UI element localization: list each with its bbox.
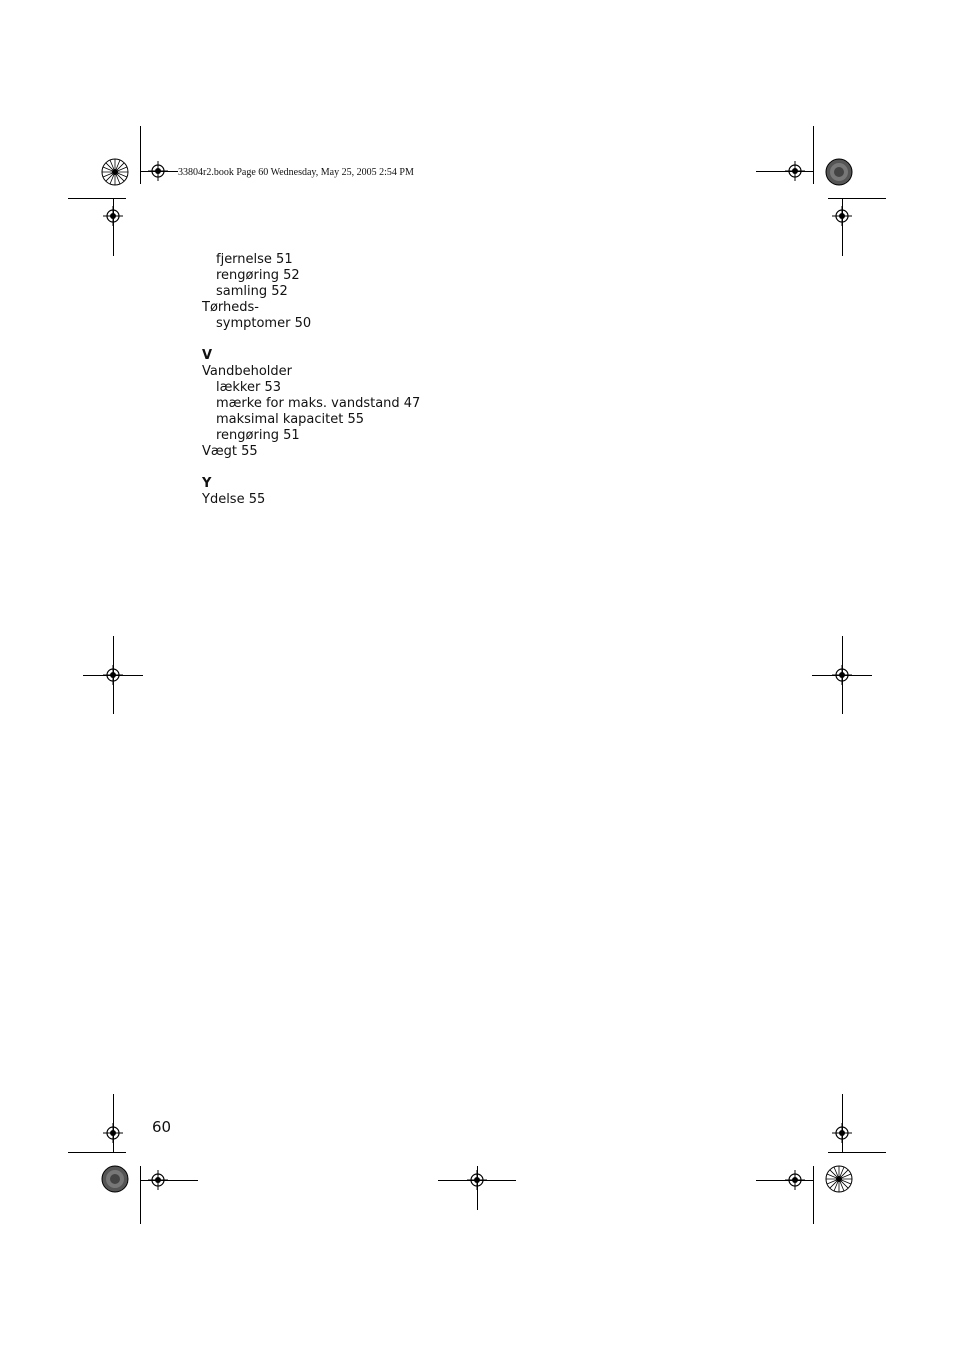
registration-mark-icon [103,1123,123,1143]
index-entry: Vægt 55 [202,444,258,459]
index-subentry: mærke for maks. vandstand 47 [216,396,421,411]
index-entry: Vandbeholder [202,364,292,379]
registration-mark-icon [832,1123,852,1143]
crop-line [68,198,126,199]
index-subentry: rengøring 51 [216,428,300,443]
registration-mark-icon [785,1170,805,1190]
index-subentry: fjernelse 51 [216,252,293,267]
color-target-icon [101,158,129,186]
registration-mark-icon [103,206,123,226]
registration-mark-icon [832,665,852,685]
registration-mark-icon [785,161,805,181]
index-column [202,252,420,508]
index-letter-heading: Y [202,476,212,491]
crop-line [140,1166,141,1224]
index-subentry: maksimal kapacitet 55 [216,412,365,427]
crop-line [828,1152,886,1153]
index-letter-heading: V [202,348,213,363]
crop-line [813,1166,814,1224]
crop-line [68,1152,126,1153]
crop-line [140,126,141,184]
crop-line [828,198,886,199]
index-subentry: rengøring 52 [216,268,300,283]
registration-mark-icon [103,665,123,685]
page-number: 60 [152,1118,172,1136]
registration-mark-icon [467,1170,487,1190]
registration-mark-icon [148,161,168,181]
registration-mark-icon [148,1170,168,1190]
crop-line [813,126,814,184]
gray-target-icon [101,1165,129,1193]
gray-target-icon [825,158,853,186]
registration-mark-icon [832,206,852,226]
color-target-icon [825,1165,853,1193]
print-slug: 33804r2.book Page 60 Wednesday, May 25, 2005 2:54 PM [178,167,414,178]
index-subentry: symptomer 50 [216,316,312,331]
index-subentry: samling 52 [216,284,288,299]
index-subentry: lækker 53 [216,380,281,395]
index-entry: Ydelse 55 [202,492,266,507]
index-entry: Tørheds- [202,300,259,315]
